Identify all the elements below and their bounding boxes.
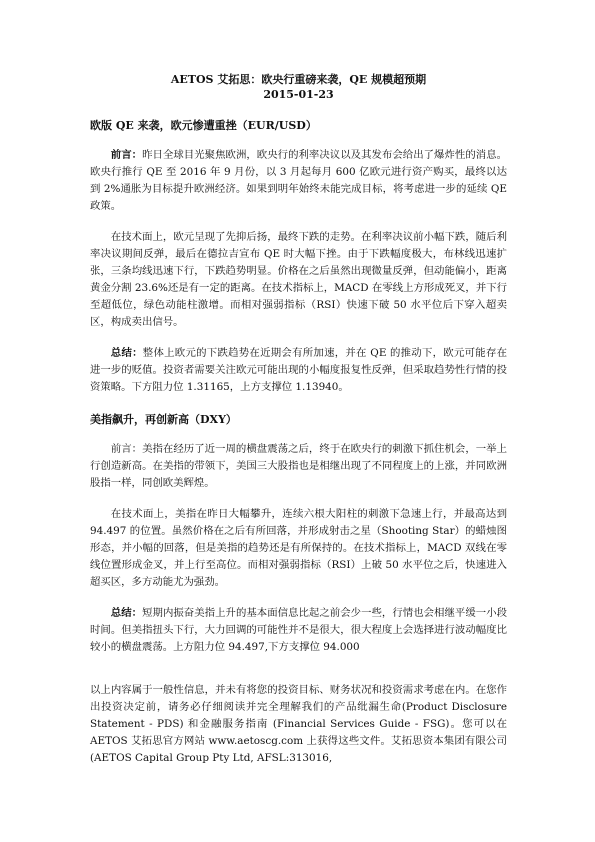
dxy-intro-paragraph: 前言：美指在经历了近一周的横盘震荡之后，终于在欧央行的刺激下抓住机会，一举上行创造新高。在美指的带领下，美国三大股指也是相继出现了不同程度上的上涨，并同欧洲股指一样，同创欧美辉煌。 xyxy=(90,443,507,489)
eurusd-intro-lead: 前言： xyxy=(110,149,143,161)
eurusd-intro-paragraph xyxy=(90,147,507,215)
dxy-summary-paragraph xyxy=(90,605,507,656)
eurusd-summary-lead: 总结： xyxy=(110,347,143,359)
dxy-summary-lead: 总结： xyxy=(110,607,143,619)
section-heading-dxy: 美指飙升，再创新高（DXY） xyxy=(90,413,237,426)
dxy-summary-text: 短期内振奋美指上升的基本面信息比起之前会少一些，行情也会相继平缓一小段时间。但美指扭头下行，大力回调的可能性并不是很大，很大程度上会选择进行波动幅度比较小的横盘震荡。上方阻力位 94.497,下方支撑位 94.000 xyxy=(90,607,508,653)
eurusd-summary-text: 整体上欧元的下跌趋势在近期会有所加速，并在 QE 的推动下，欧元可能存在进一步的贬值。投资者需要关注欧元可能出现的小幅度报复性反弹，但采取趋势性行情的投资策略。下方阻力位 1.31165，上方支撑位 1.13940。 xyxy=(90,347,507,393)
eurusd-technical-paragraph: 在技术面上，欧元呈现了先抑后扬，最终下跌的走势。在利率决议前小幅下跌，随后利率决议期间反弹，最后在德拉吉宣布 QE 时大幅下挫。由于下跌幅度极大，布林线迅速扩张，三条均线迅速下行，下跌趋势明显。价格在之后虽然出现微量反弹，但动能偏小，距离黄金分割 23.6%还是有一定的距离。在技术指标上，MACD 在零线上方形成死叉，并下行至超低位，绿色动能柱激增。而相对强弱指标（RSI）快速下破 50 水平位后下穿入超卖区，构成卖出信号。 xyxy=(90,231,507,328)
document-date: 2015-01-23 xyxy=(263,88,334,101)
disclaimer-text: 以上内容属于一般性信息，并未有将您的投资目标、财务状况和投资需求考虑在内。在您作出投资决定前，请务必仔细阅读并完全理解我们的产品纰漏生命(Product Disclosure Statement - PDS) 和金融服务指南 (Financial Services Guide - FSG)。您可以在 AETOS 艾拓思官方网站 www.aetoscg.com 上获得这些文件。艾拓思资本集团有限公司(AETOS Capital Group Pty Ltd, AFSL:313016, xyxy=(90,684,507,764)
eurusd-intro-text: 昨日全球目光聚焦欧洲，欧央行的利率决议以及其发布会给出了爆炸性的消息。欧央行推行 QE 至 2016 年 9 月份，以 3 月起每月 600 亿欧元进行资产购买，最终以达到 2%通胀为目标提升欧洲经济。如果到明年始终未能完成目标，将考虑进一步的延续 QE 政策。 xyxy=(90,149,508,212)
document-title: AETOS 艾拓思：欧央行重磅来袭，QE 规模超预期 xyxy=(170,73,427,86)
dxy-technical-paragraph: 在技术面上，美指在昨日大幅攀升，连续六根大阳柱的刺激下急速上行，并最高达到 94.497 的位置。虽然价格在之后有所回落，并形成射击之星（Shooting Star）的蜡烛图形态，并小幅的回落，但是美指的趋势还是有所保持的。在技术指标上，MACD 双线在零线位置形成金叉，并上行至高位。而相对强弱指标（RSI）上破 50 水平位之后，快速进入超买区，多方动能尤为强劲。 xyxy=(90,508,507,588)
eurusd-summary-paragraph xyxy=(90,345,507,396)
section-heading-eurusd: 欧版 QE 来袭，欧元惨遭重挫（EUR/USD） xyxy=(90,119,317,132)
